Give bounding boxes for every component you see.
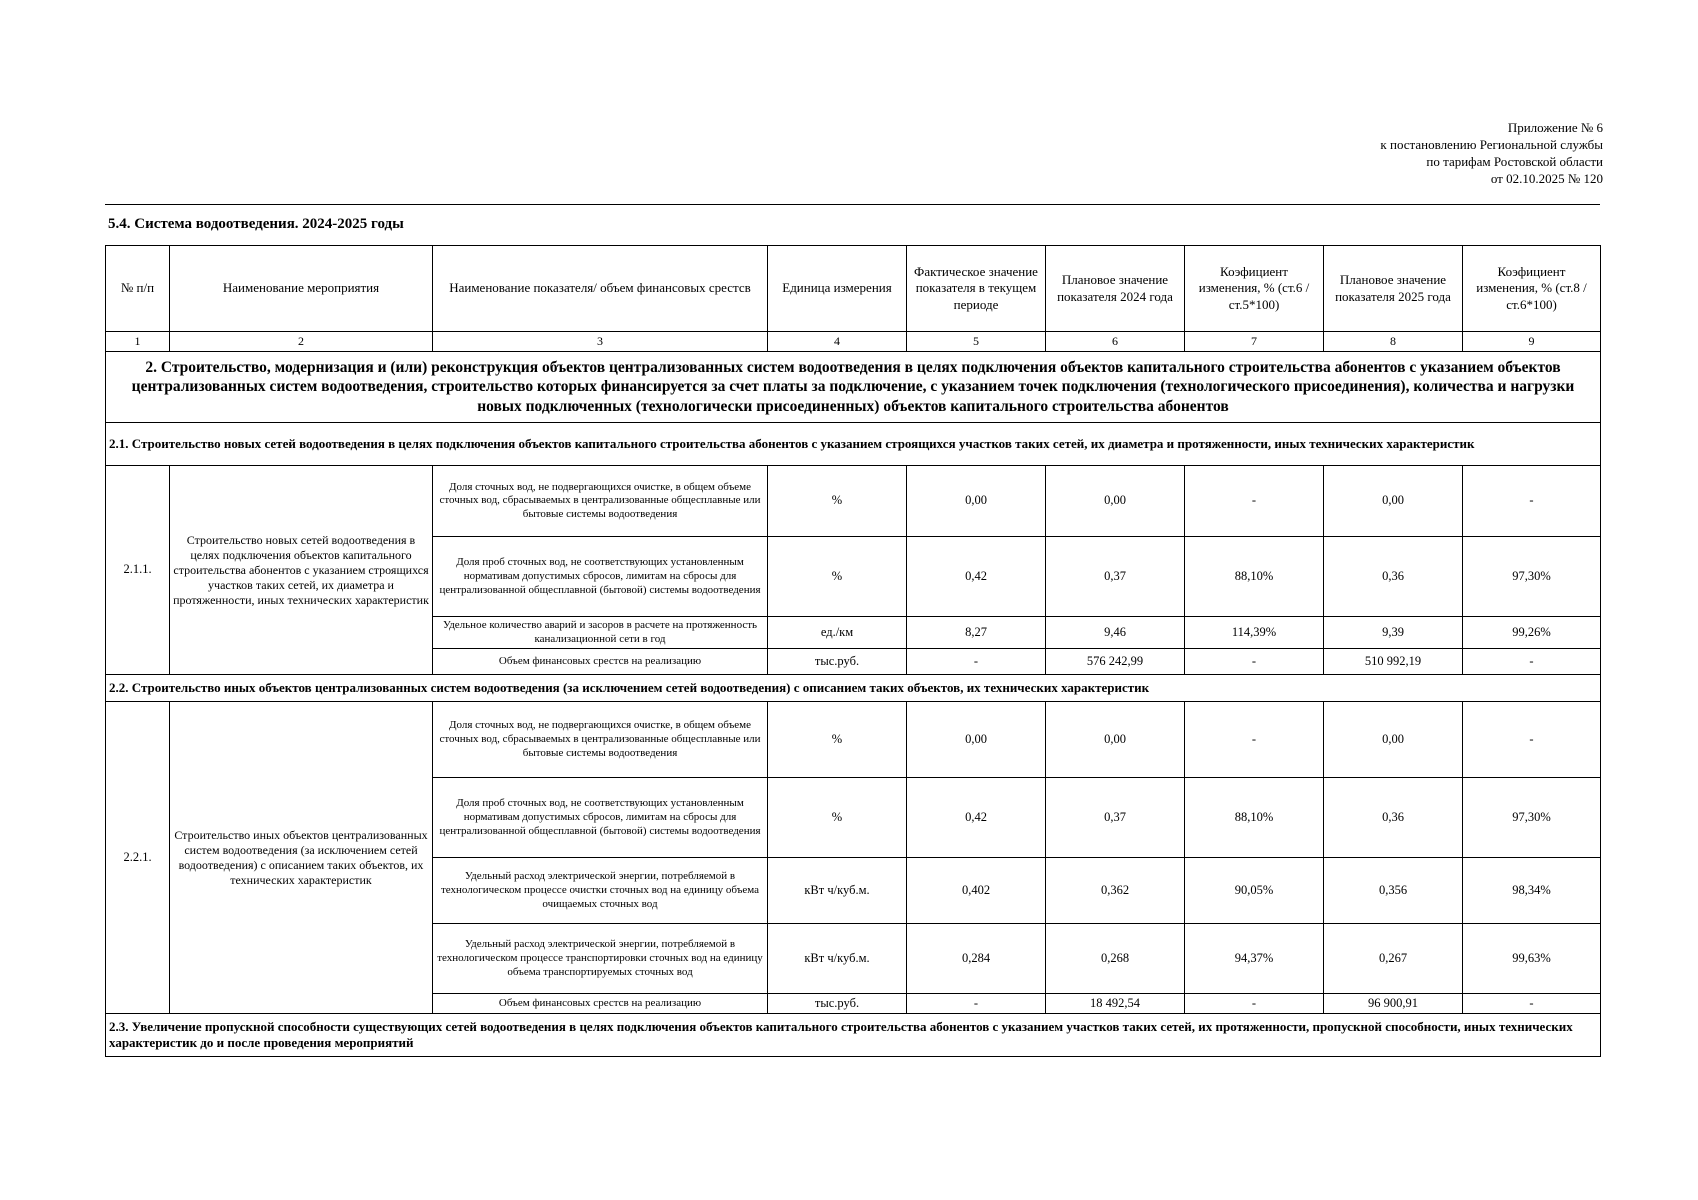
fact-value: -	[907, 994, 1046, 1014]
column-number: 4	[768, 332, 907, 352]
coef-1-value: -	[1185, 702, 1324, 778]
header-cell: Наименование мероприятия	[170, 246, 433, 332]
unit-cell: %	[768, 466, 907, 537]
annex-line: от 02.10.2025 № 120	[1490, 171, 1603, 186]
plan-2025-value: 510 992,19	[1324, 649, 1463, 675]
section-2-title: 2. Строительство, модернизация и (или) реконструкция объектов централизованных систем водоотведения в целях подключения объектов капитального строительства абонентов с указанием объектов централизованных систем водоотведения, строительство которых финансируется за счет платы за подключение, с указанием точек подключения (технологического присоединения), количества и нагрузки новых подключенных (технологически присоединенных) объектов капитального строительства абонентов	[106, 352, 1601, 423]
fact-value: -	[907, 649, 1046, 675]
column-number: 3	[433, 332, 768, 352]
coef-2-value: -	[1463, 466, 1601, 537]
plan-2024-value: 0,00	[1046, 466, 1185, 537]
annex-block	[1380, 119, 1603, 187]
indicator-name: Удельный расход электрической энергии, потребляемой в технологическом процессе транспортировки сточных вод на единицу объема транспортируемых сточных вод	[433, 924, 768, 994]
coef-1-value: 90,05%	[1185, 858, 1324, 924]
indicator-name: Доля проб сточных вод, не соответствующих установленным нормативам допустимых сбросов, лимитам на сбросы для централизованной общесплавной (бытовой) системы водоотведения	[433, 778, 768, 858]
plan-2024-value: 0,362	[1046, 858, 1185, 924]
coef-1-value: 88,10%	[1185, 537, 1324, 617]
header-cell: Коэфициент изменения, % (ст.6 /ст.5*100)	[1185, 246, 1324, 332]
plan-2025-value: 0,36	[1324, 537, 1463, 617]
coef-1-value: -	[1185, 994, 1324, 1014]
indicator-name: Доля сточных вод, не подвергающихся очистке, в общем объеме сточных вод, сбрасываемых в централизованные общесплавные или бытовые системы водоотведения	[433, 466, 768, 537]
header-row	[106, 246, 1601, 332]
subsection-row	[106, 1014, 1601, 1057]
fact-value: 0,284	[907, 924, 1046, 994]
column-number: 2	[170, 332, 433, 352]
fact-value: 0,00	[907, 466, 1046, 537]
subsection-2-3-title: 2.3. Увеличение пропускной способности существующих сетей водоотведения в целях подключения объектов капитального строительства абонентов с указанием участков таких сетей, их протяженности, пропускной способности, иных технических характеристик до и после проведения мероприятий	[106, 1014, 1601, 1057]
annex-line: по тарифам Ростовской области	[1426, 154, 1603, 169]
coef-2-value: 98,34%	[1463, 858, 1601, 924]
header-cell: Плановое значение показателя 2025 года	[1324, 246, 1463, 332]
indicator-name: Доля сточных вод, не подвергающихся очистке, в общем объеме сточных вод, сбрасываемых в централизованные общесплавные или бытовые системы водоотведения	[433, 702, 768, 778]
coef-1-value: -	[1185, 466, 1324, 537]
plan-2024-value: 576 242,99	[1046, 649, 1185, 675]
header-cell: № п/п	[106, 246, 170, 332]
annex-line: Приложение № 6	[1507, 120, 1603, 135]
coef-1-value: 114,39%	[1185, 617, 1324, 649]
coef-2-value: -	[1463, 649, 1601, 675]
unit-cell: тыс.руб.	[768, 994, 907, 1014]
header-cell: Коэфициент изменения, % (ст.8 /ст.6*100)	[1463, 246, 1601, 332]
column-number: 7	[1185, 332, 1324, 352]
fact-value: 0,402	[907, 858, 1046, 924]
coef-2-value: -	[1463, 994, 1601, 1014]
plan-2025-value: 9,39	[1324, 617, 1463, 649]
unit-cell: кВт ч/куб.м.	[768, 858, 907, 924]
header-cell: Единица измерения	[768, 246, 907, 332]
fact-value: 0,00	[907, 702, 1046, 778]
header-cell: Фактическое значение показателя в текущем периоде	[907, 246, 1046, 332]
plan-2024-value: 0,37	[1046, 537, 1185, 617]
top-divider	[105, 204, 1600, 205]
unit-cell: кВт ч/куб.м.	[768, 924, 907, 994]
column-number: 5	[907, 332, 1046, 352]
unit-cell: %	[768, 702, 907, 778]
section-title: 5.4. Система водоотведения. 2024-2025 годы	[108, 216, 404, 232]
plan-2024-value: 0,37	[1046, 778, 1185, 858]
coef-2-value: 99,26%	[1463, 617, 1601, 649]
fact-value: 0,42	[907, 537, 1046, 617]
row-number: 2.2.1.	[106, 702, 170, 1014]
coef-2-value: 97,30%	[1463, 537, 1601, 617]
column-number: 6	[1046, 332, 1185, 352]
coef-2-value: -	[1463, 702, 1601, 778]
plan-2025-value: 0,00	[1324, 466, 1463, 537]
indicator-name: Объем финансовых срестсв на реализацию	[433, 649, 768, 675]
unit-cell: %	[768, 537, 907, 617]
plan-2025-value: 0,356	[1324, 858, 1463, 924]
subsection-2-2-title: 2.2. Строительство иных объектов централизованных систем водоотведения (за исключением сетей водоотведения) с описанием таких объектов, их технических характеристик	[106, 675, 1601, 702]
subsection-row	[106, 675, 1601, 702]
plan-2024-value: 9,46	[1046, 617, 1185, 649]
indicator-name: Удельное количество аварий и засоров в расчете на протяженность канализационной сети в год	[433, 617, 768, 649]
coef-1-value: 88,10%	[1185, 778, 1324, 858]
unit-cell: %	[768, 778, 907, 858]
column-number: 8	[1324, 332, 1463, 352]
plan-2025-value: 0,36	[1324, 778, 1463, 858]
coef-1-value: -	[1185, 649, 1324, 675]
measure-name: Строительство иных объектов централизованных систем водоотведения (за исключением сетей водоотведения) с описанием таких объектов, их технических характеристик	[170, 702, 433, 1014]
plan-2025-value: 0,267	[1324, 924, 1463, 994]
indicator-name: Удельный расход электрической энергии, потребляемой в технологическом процессе очистки сточных вод на единицу объема очищаемых сточных вод	[433, 858, 768, 924]
coef-2-value: 97,30%	[1463, 778, 1601, 858]
fact-value: 8,27	[907, 617, 1046, 649]
section-row	[106, 352, 1601, 423]
coef-2-value: 99,63%	[1463, 924, 1601, 994]
indicator-name: Доля проб сточных вод, не соответствующих установленным нормативам допустимых сбросов, лимитам на сбросы для централизованной общесплавной (бытовой) системы водоотведения	[433, 537, 768, 617]
subsection-row	[106, 423, 1601, 466]
plan-2024-value: 18 492,54	[1046, 994, 1185, 1014]
plan-2024-value: 0,00	[1046, 702, 1185, 778]
unit-cell: тыс.руб.	[768, 649, 907, 675]
fact-value: 0,42	[907, 778, 1046, 858]
coef-1-value: 94,37%	[1185, 924, 1324, 994]
measure-name: Строительство новых сетей водоотведения в целях подключения объектов капитального строительства абонентов с указанием строящихся участков таких сетей, их диаметра и протяженности, иных технических характеристик	[170, 466, 433, 675]
subsection-2-1-title: 2.1. Строительство новых сетей водоотведения в целях подключения объектов капитального строительства абонентов с указанием строящихся участков таких сетей, их диаметра и протяженности, иных технических характеристик	[106, 423, 1601, 466]
unit-cell: ед./км	[768, 617, 907, 649]
indicators-table	[105, 245, 1601, 1057]
column-number: 9	[1463, 332, 1601, 352]
indicator-name: Объем финансовых срестсв на реализацию	[433, 994, 768, 1014]
column-number-row	[106, 332, 1601, 352]
plan-2025-value: 96 900,91	[1324, 994, 1463, 1014]
plan-2025-value: 0,00	[1324, 702, 1463, 778]
column-number: 1	[106, 332, 170, 352]
header-cell: Наименование показателя/ объем финансовых срестсв	[433, 246, 768, 332]
table-row	[106, 466, 1601, 537]
header-cell: Плановое значение показателя 2024 года	[1046, 246, 1185, 332]
row-number: 2.1.1.	[106, 466, 170, 675]
plan-2024-value: 0,268	[1046, 924, 1185, 994]
annex-line: к постановлению Региональной службы	[1380, 137, 1603, 152]
table-row	[106, 702, 1601, 778]
